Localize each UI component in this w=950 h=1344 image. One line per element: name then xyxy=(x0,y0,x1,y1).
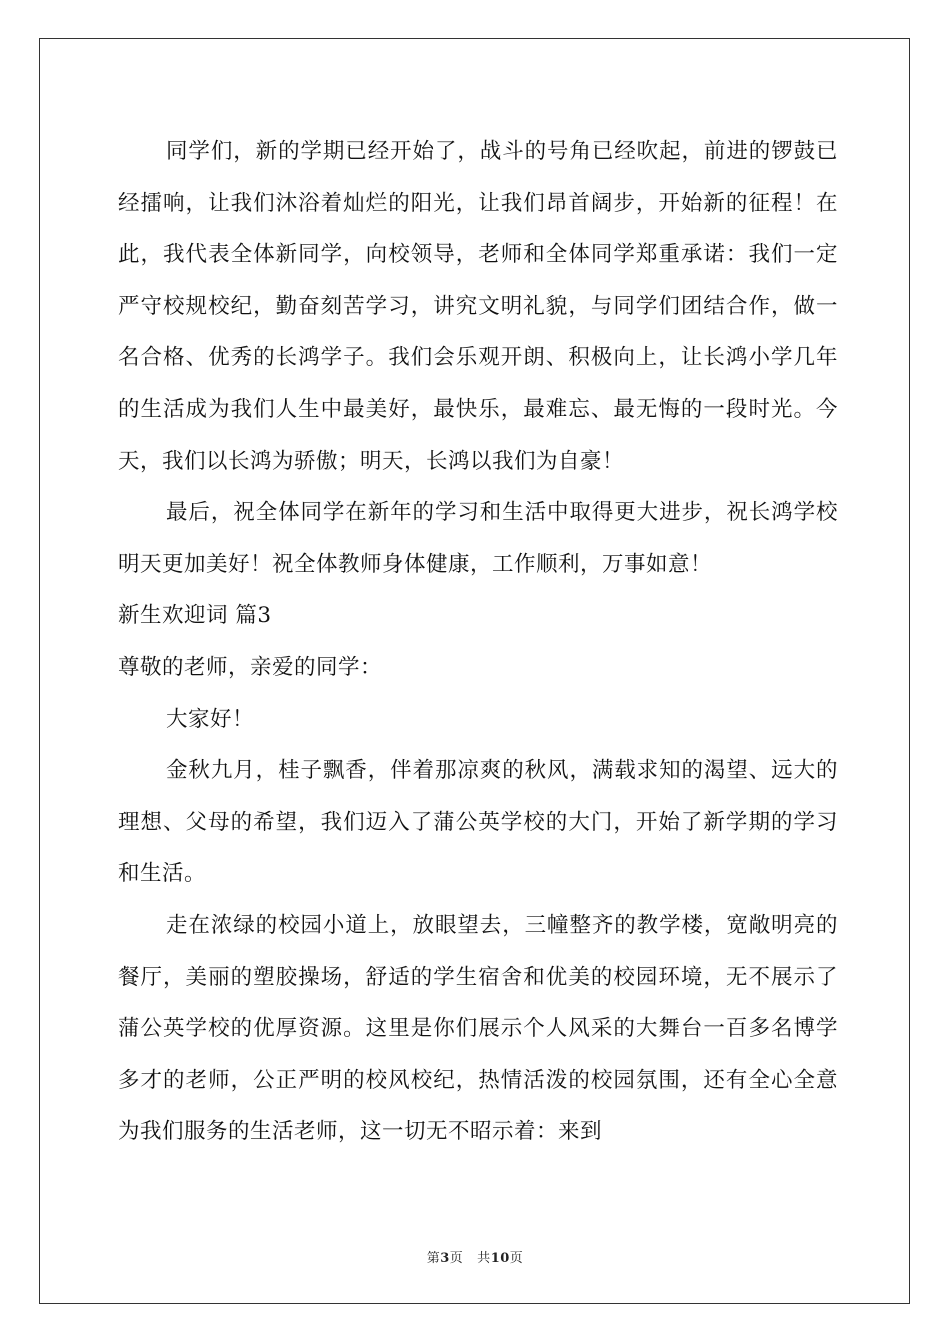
paragraph-final-wishes: 最后，祝全体同学在新年的学习和生活中取得更大进步，祝长鸿学校明天更加美好！祝全体教师身体健康，工作顺利，万事如意！ xyxy=(118,500,838,577)
greeting: 大家好！ xyxy=(166,706,255,732)
footer-total-suffix: 页 xyxy=(509,1251,524,1266)
paragraph-campus-description: 走在浓绿的校园小道上，放眼望去，三幢整齐的教学楼，宽敞明亮的餐厅，美丽的塑胶操场，舒适的学生宿舍和优美的校园环境，无不展示了蒲公英学校的优厚资源。这里是你们展示个人风采的大舞台一百多名博学多才的老师，公正严明的校风校纪，热情活泼的校园氛围，还有全心全意为我们服务的生活老师，这一切无不昭示着：来到 xyxy=(118,912,838,1145)
paragraph-closing-pledge: 同学们，新的学期已经开始了，战斗的号角已经吹起，前进的锣鼓已经擂响，让我们沐浴着灿烂的阳光，让我们昂首阔步，开始新的征程！在此，我代表全体新同学，向校领导，老师和全体同学郑重承诺：我们一定严守校规校纪，勤奋刻苦学习，讲究文明礼貌，与同学们团结合作，做一名合格、优秀的长鸿学子。我们会乐观开朗、积极向上，让长鸿小学几年的生活成为我们人生中最美好，最快乐，最难忘、最无悔的一段时光。今天，我们以长鸿为骄傲；明天，长鸿以我们为自豪！ xyxy=(118,139,838,474)
footer-page-suffix: 页 xyxy=(449,1251,464,1266)
footer-prefix: 第 xyxy=(426,1251,441,1266)
salutation: 尊敬的老师，亲爱的同学： xyxy=(118,654,383,680)
total-page-count: 10 xyxy=(490,1251,510,1266)
document-body xyxy=(118,126,838,1158)
current-page-number: 3 xyxy=(440,1251,450,1266)
paragraph-autumn-intro: 金秋九月，桂子飘香，伴着那凉爽的秋风，满载求知的渴望、远大的理想、父母的希望，我们迈入了蒲公英学校的大门，开始了新学期的学习和生活。 xyxy=(118,758,838,887)
section-heading: 新生欢迎词 篇3 xyxy=(118,603,272,629)
page-footer xyxy=(0,1247,950,1266)
footer-total-prefix: 共 xyxy=(477,1251,491,1266)
